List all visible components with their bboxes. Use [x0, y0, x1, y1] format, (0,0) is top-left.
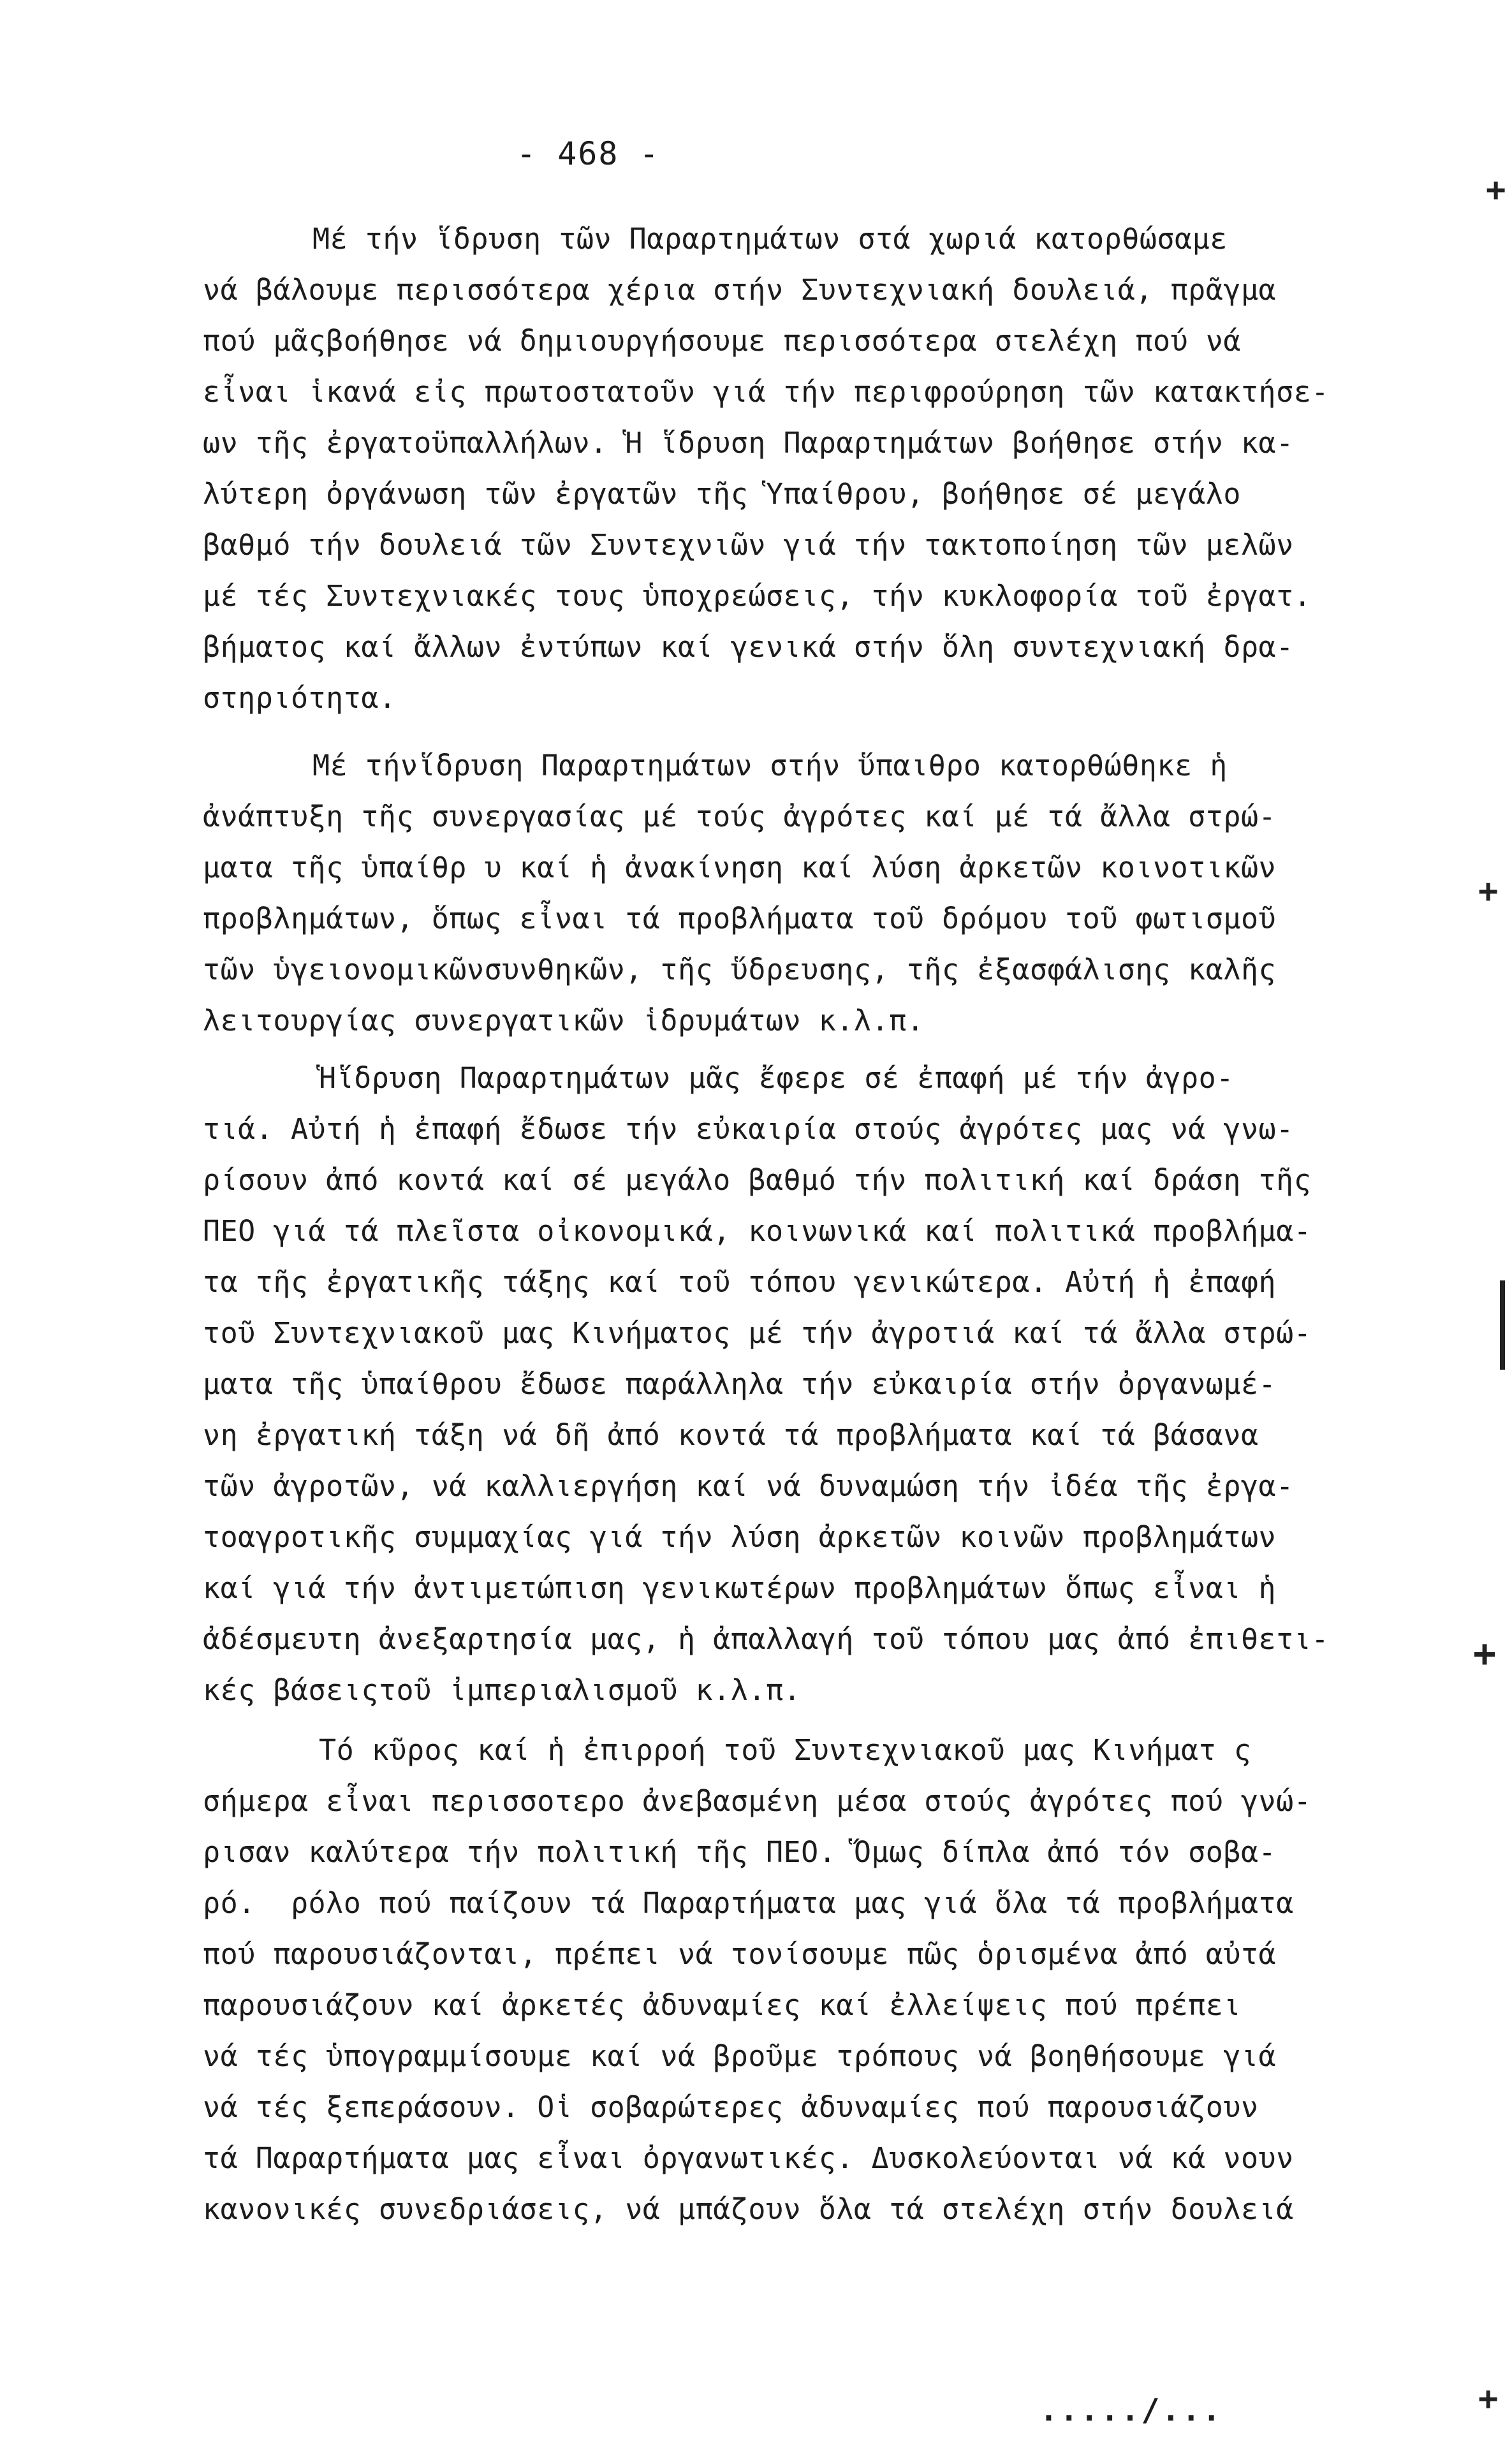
text-line: πού παρουσιάζονται, πρέπει νά τονίσουμε πῶς ὁρισμένα ἀπό αὐτά: [203, 1937, 1277, 1971]
text-line: ἀνάπτυξη τῆς συνεργασίας μέ τούς ἀγρότες καί μέ τά ἄλλα στρώ-: [203, 800, 1277, 833]
text-line: τοῦ Συντεχνιακοῦ μας Κινήματος μέ τήν ἀγροτιά καί τά ἄλλα στρώ-: [203, 1316, 1312, 1350]
text-line: τα τῆς ἐργατικῆς τάξης καί τοῦ τόπου γενικώτερα. Αὐτή ἡ ἐπαφή: [203, 1265, 1277, 1299]
text-line: τιά. Αὐτή ἡ ἐπαφή ἔδωσε τήν εὐκαιρία στούς ἀγρότες μας νά γνω-: [203, 1112, 1294, 1146]
margin-mark: +: [1478, 2380, 1499, 2418]
text-line: Τό κῦρος καί ἡ ἐπιρροή τοῦ Συντεχνιακοῦ μας Κινήματ ς: [319, 1733, 1252, 1767]
text-line: ΠΕΟ γιά τά πλεῖστα οἰκονομικά, κοινωνικά καί πολιτικά προβλήμα-: [203, 1214, 1312, 1248]
text-line: νά τές ὑπογραμμίσουμε καί νά βροῦμε τρόπους νά βοηθήσουμε γιά: [203, 2039, 1277, 2073]
text-line: λύτερη ὀργάνωση τῶν ἐργατῶν τῆς Ὑπαίθρου, βοήθησε σέ μεγάλο: [203, 477, 1241, 511]
text-line: βήματος καί ἄλλων ἐντύπων καί γενικά στήν ὅλη συντεχνιακή δρα-: [203, 630, 1294, 664]
margin-bar: [1500, 1280, 1505, 1370]
continuation-mark: ...../...: [1039, 2393, 1223, 2428]
text-line: ρό. ρόλο πού παίζουν τά Παραρτήματα μας γιά ὅλα τά προβλήματα: [203, 1886, 1294, 1920]
text-line: τοαγροτικῆς συμμαχίας γιά τήν λύση ἀρκετῶν κοινῶν προβλημάτων: [203, 1520, 1277, 1554]
text-line: ρισαν καλύτερα τήν πολιτική τῆς ΠΕΟ. Ὅμως δίπλα ἀπό τόν σοβα-: [203, 1835, 1277, 1869]
text-line: Μέ τήν ἵδρυση τῶν Παραρτημάτων στά χωριά κατορθώσαμε: [312, 222, 1228, 256]
text-line: καί γιά τήν ἀντιμετώπιση γενικωτέρων προβλημάτων ὅπως εἶναι ἡ: [203, 1571, 1277, 1605]
text-line: ων τῆς ἐργατοϋπαλλήλων. Ἡ ἵδρυση Παραρτημάτων βοήθησε στήν κα-: [203, 426, 1294, 460]
text-line: Ἡἵδρυση Παραρτημάτων μᾶς ἔφερε σέ ἐπαφή μέ τήν ἀγρο-: [319, 1061, 1234, 1095]
text-line: σήμερα εἶναι περισσοτερο ἀνεβασμένη μέσα στούς ἀγρότες πού γνώ-: [203, 1784, 1312, 1818]
text-line: στηριότητα.: [203, 681, 397, 715]
text-line: νά τές ξεπεράσουν. Οἱ σοβαρώτερες ἀδυναμίες πού παρουσιάζουν: [203, 2090, 1259, 2124]
text-line: παρουσιάζουν καί ἀρκετές ἀδυναμίες καί ἐλλείψεις πού πρέπει: [203, 1988, 1241, 2022]
text-line: τῶν ἀγροτῶν, νά καλλιεργήση καί νά δυναμώση τήν ἰδέα τῆς ἐργα-: [203, 1469, 1294, 1503]
text-line: Μέ τήνἵδρυση Παραρτημάτων στήν ὕπαιθρο κατορθώθηκε ἡ: [312, 749, 1228, 782]
page-number: - 468 -: [517, 135, 660, 172]
text-line: πού μᾶςβοήθησε νά δημιουργήσουμε περισσότερα στελέχη πού νά: [203, 324, 1241, 358]
margin-mark: +: [1473, 1631, 1497, 1676]
text-line: ματα τῆς ὑπαίθρου ἔδωσε παράλληλα τήν εὐκαιρία στήν ὀργανωμέ-: [203, 1367, 1277, 1401]
margin-mark: +: [1478, 872, 1499, 911]
text-line: κανονικές συνεδριάσεις, νά μπάζουν ὅλα τά στελέχη στήν δουλειά: [203, 2192, 1294, 2226]
text-line: ρίσουν ἀπό κοντά καί σέ μεγάλο βαθμό τήν πολιτική καί δράση τῆς: [203, 1163, 1312, 1197]
text-line: νη ἐργατική τάξη νά δῆ ἀπό κοντά τά προβλήματα καί τά βάσανα: [203, 1418, 1259, 1452]
text-line: κές βάσειςτοῦ ἰμπεριαλισμοῦ κ.λ.π.: [203, 1673, 802, 1707]
text-line: ματα τῆς ὑπαίθρ υ καί ἡ ἀνακίνηση καί λύση ἀρκετῶν κοινοτικῶν: [203, 851, 1277, 884]
text-line: λειτουργίας συνεργατικῶν ἱδρυμάτων κ.λ.π.: [203, 1004, 925, 1037]
text-line: τά Παραρτήματα μας εἶναι ὀργανωτικές. Δυσκολεύονται νά κά νουν: [203, 2141, 1294, 2175]
margin-mark: +: [1486, 171, 1506, 209]
text-line: βαθμό τήν δουλειά τῶν Συντεχνιῶν γιά τήν τακτοποίηση τῶν μελῶν: [203, 528, 1294, 562]
text-line: προβλημάτων, ὅπως εἶναι τά προβλήματα τοῦ δρόμου τοῦ φωτισμοῦ: [203, 902, 1277, 935]
text-line: μέ τές Συντεχνιακές τους ὑποχρεώσεις, τήν κυκλοφορία τοῦ ἐργατ.: [203, 579, 1312, 613]
text-line: τῶν ὑγειονομικῶνσυνθηκῶν, τῆς ὕδρευσης, τῆς ἐξασφάλισης καλῆς: [203, 953, 1277, 986]
text-line: εἶναι ἱκανά εἰς πρωτοστατοῦν γιά τήν περιφρούρηση τῶν κατακτήσε-: [203, 375, 1329, 409]
text-line: ἀδέσμευτη ἀνεξαρτησία μας, ἡ ἀπαλλαγή τοῦ τόπου μας ἀπό ἐπιθετι-: [203, 1622, 1329, 1656]
text-line: νά βάλουμε περισσότερα χέρια στήν Συντεχνιακή δουλειά, πρᾶγμα: [203, 273, 1277, 307]
